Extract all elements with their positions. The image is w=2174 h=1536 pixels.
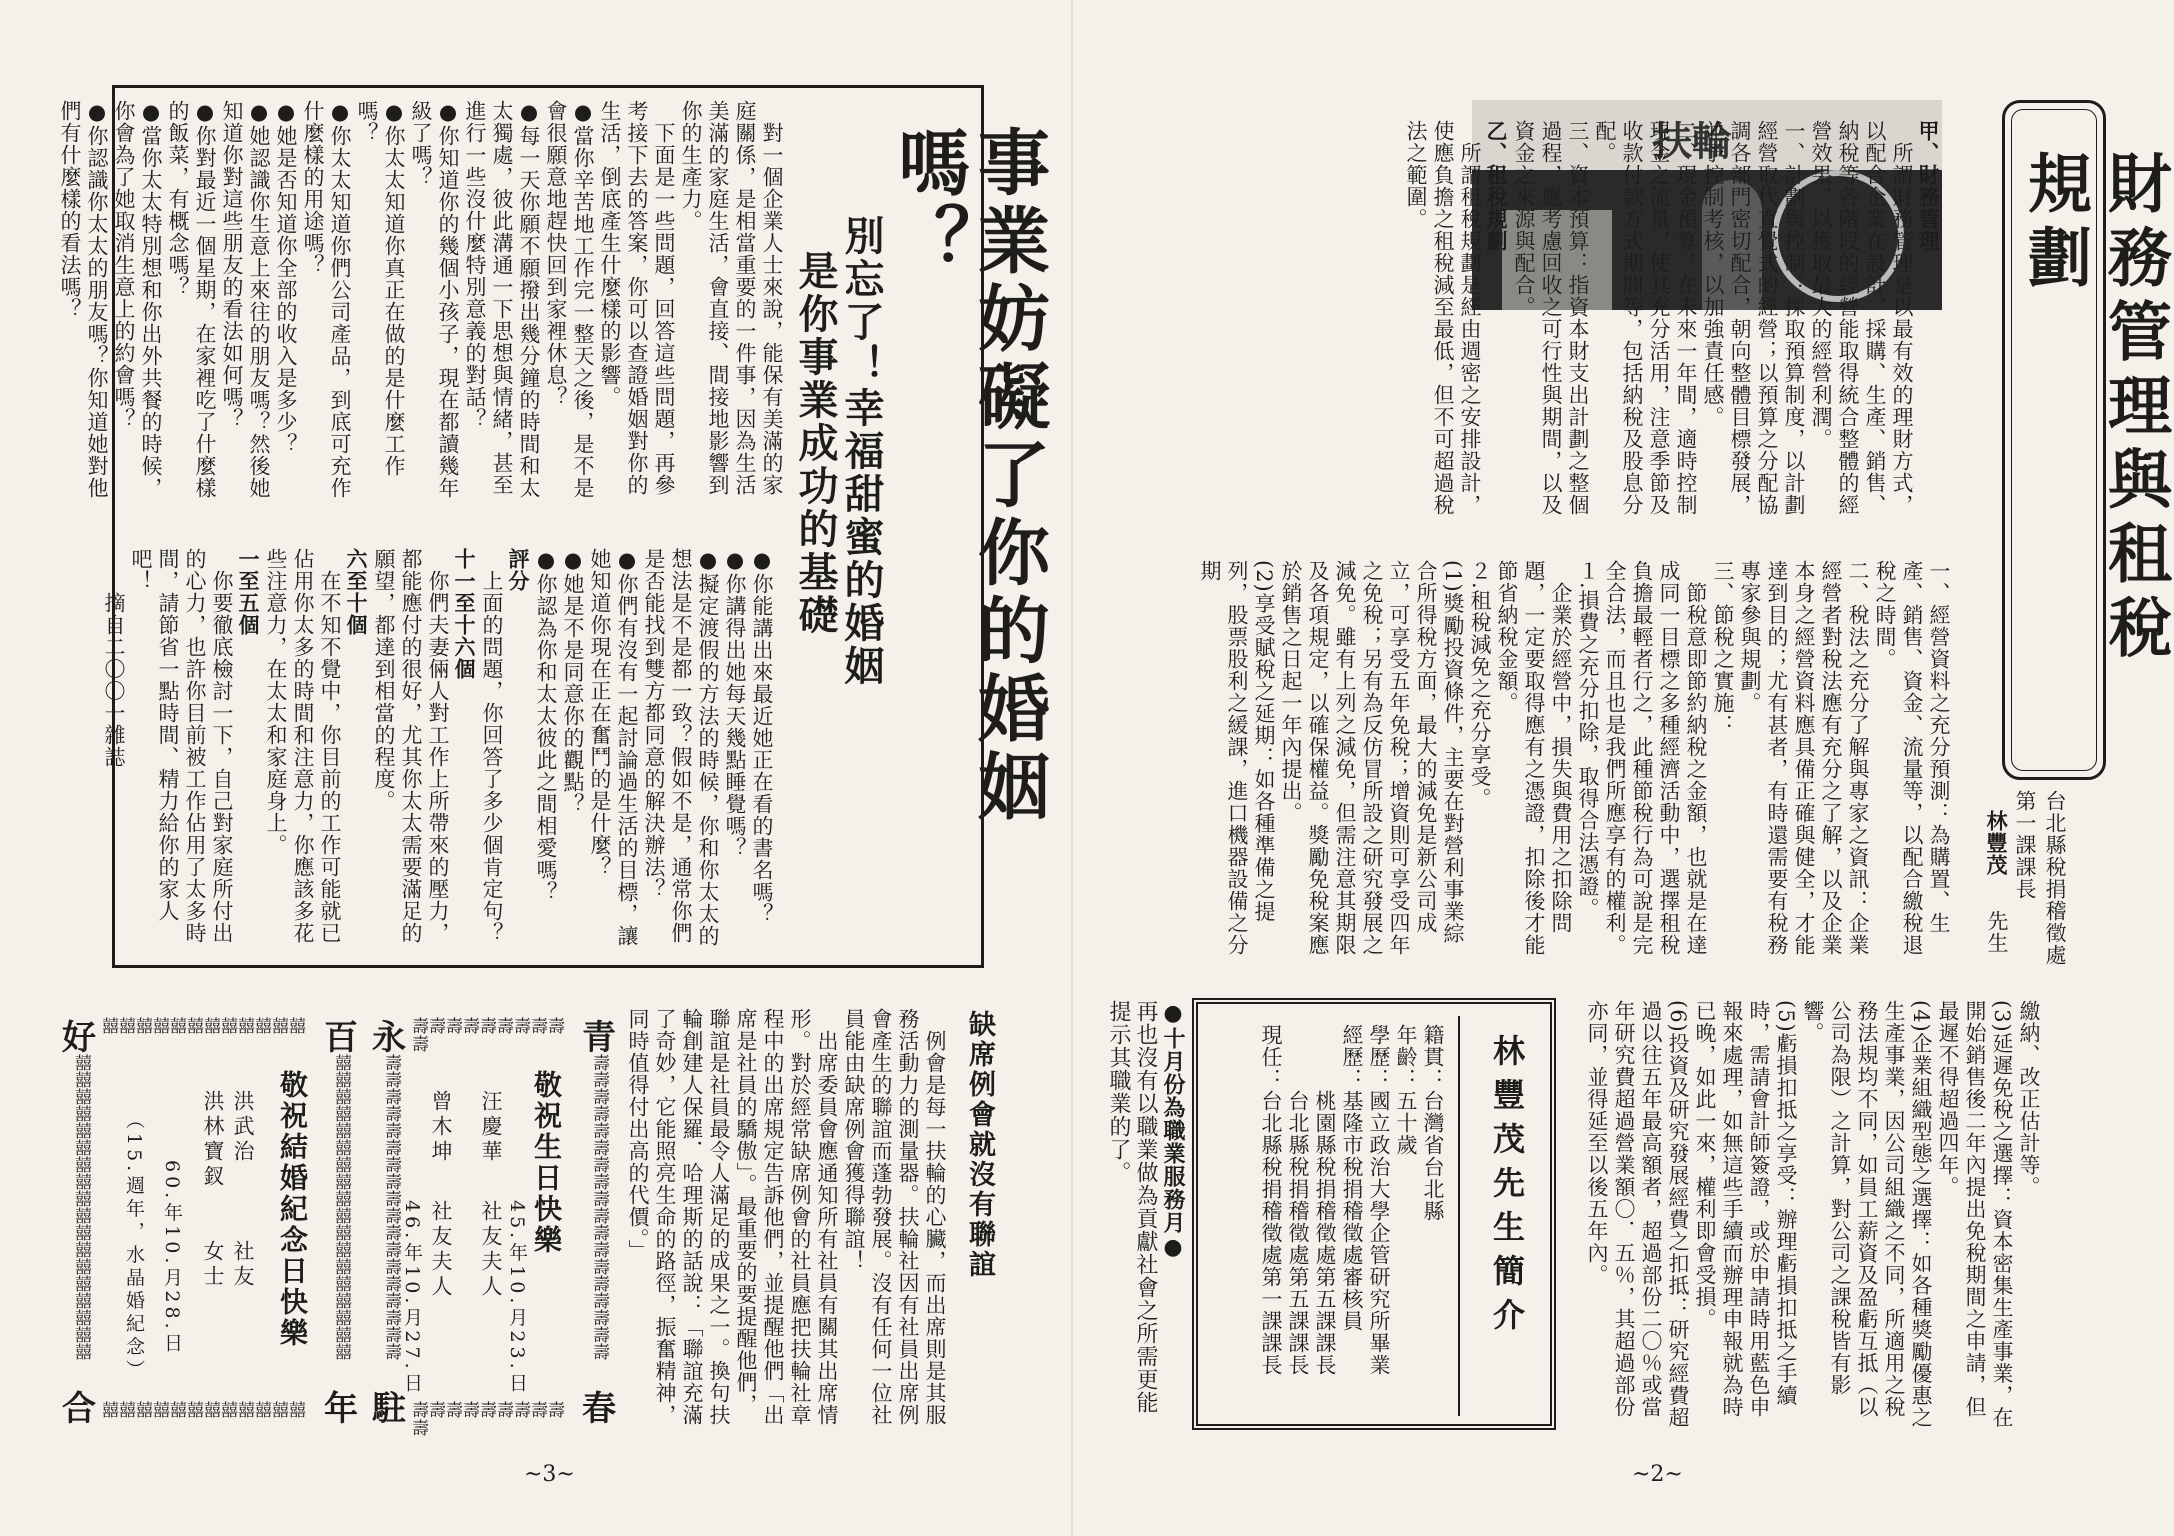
question: ●她是否知道你全部的收入是多少？ <box>274 100 298 455</box>
member-role: 社友 <box>231 1240 255 1290</box>
paragraph: 一、經營資料之充分預測：為購置、生產、銷售、資金、流量等，以配合繳稅退稅之時間。 <box>1873 560 1951 956</box>
paragraph: 上面的問題，你回答了多少個肯定句？ <box>480 548 504 944</box>
paragraph: 節稅意即節約納稅之金額，也就是在達成同一目標之多種經濟活動中，選擇租稅負擔最輕者行之，此種節稅行為可說是完全合法，而且也是我們所應享有的權利。 <box>1603 560 1708 956</box>
paragraph: 在不知不覺中，你目前的工作可能就已佔用你太多的時間和注意力，你應該多花些注意力，在太太和家庭身上。 <box>264 548 342 944</box>
anniversary-greeting-box <box>62 1010 358 1430</box>
question: ●每一天你願不願撥出幾分鐘的時間和太太獨處，彼此溝通一下思想與情緒，甚至進行一些沒什麼特別意義的對話？ <box>463 100 541 499</box>
paragraph: (6)投資及研究發展經費之扣抵：研究經費超過以往五年最高額者，超過部份二〇％或當年研究費超過營業額〇．五％，其超過部份亦同，並得延至以後五年內。 <box>1585 1000 1690 1429</box>
finance-body-middle <box>1198 560 1952 960</box>
page-number: ~3~ <box>524 1462 575 1487</box>
corner-character: 駐 <box>372 1389 406 1429</box>
paragraph: ２.租稅減免之充分享受。 <box>1468 560 1492 810</box>
border-ornament: 囍囍囍囍囍囍囍囍囍囍囍囍囍囍囍囍囍囍 <box>71 1054 91 1360</box>
finance-body-bottom <box>1572 1000 2042 1430</box>
marriage-article-title: 事業妨礙了你的婚姻嗎？ <box>886 125 1051 827</box>
score-heading: 評分 <box>506 548 531 592</box>
page-2 <box>1072 0 2172 1536</box>
member-name: 汪慶華 <box>479 1090 503 1165</box>
profile-item: 經歷：基隆市稅捐稽徵處審核員 <box>1340 1024 1364 1332</box>
profile-item: 年齡：五十歲 <box>1394 1024 1418 1156</box>
question: ●她是不是同意你的觀點？ <box>561 548 585 815</box>
birthday-date: 45.年10.月23.日 <box>506 1200 528 1396</box>
author-name: 林豐茂 <box>1984 810 2009 876</box>
paragraph: 一、計劃與控制：採取預算制度，以計劃經營取代直覺式的經營；以預算之分配協調各部門密切配合，朝向整體目標發展，並予控制考核，以加強責任感。 <box>1701 120 1806 516</box>
profile-title: 林豐茂先生簡介 <box>1488 1034 1526 1342</box>
score-range: 十一至十六個 <box>452 548 477 680</box>
paragraph: 企業於經營中，損失與費用之扣除問題，一定要取得應有之憑證，扣除後才能節省納稅金額。 <box>1495 560 1573 956</box>
paragraph: (1)獎勵投資條件，主要在對營利事業綜合所得稅方面，最大的減免是新公司成立，可享受五年免稅；增資則可享受四年之免稅；另有為反仿冒所設之研究發展之減免。雖有上列之減免，但需注意其期限及各項規定，以確保權益。獎勵免稅案應於銷售之日起一年內提出。 <box>1279 560 1465 956</box>
notice-text: 再也沒有以職業做為貢獻社會之所需更能提示其職業的了。 <box>1106 1000 1158 1414</box>
paragraph: 對一個企業人士來說，能保有美滿的家庭關係，是相當重要的一件事，因為生活美滿的家庭生活，會直接、間接地影響到你的生產力。 <box>679 100 784 496</box>
member-name: 洪武治 <box>231 1090 255 1165</box>
profile-box <box>1192 998 1556 1430</box>
birthday-date: 46.年10.月27.日 <box>401 1200 423 1396</box>
source-credit: ——摘自二〇〇一雜誌—— <box>102 548 126 812</box>
paragraph: 所謂財務管理是以最有效的理財方式，以配合企業在設計、採購、生產、銷售、納稅等各階段的經營能取得統合整體的經營效果，以獲取最大的經營利潤。 <box>1809 120 1914 516</box>
paragraph: 二、現金預算：在未來一年間，適時控制現金之流量，使其充分活用，注意季節及收款付款方式期間等，包括納稅及股息分配。 <box>1593 120 1698 516</box>
member-role: 社友夫人 <box>429 1200 453 1300</box>
question: ●你能講出來最近她正在看的書名嗎？ <box>750 548 774 925</box>
paragraph: (4)企業組織型態之選擇：如各種獎勵優惠之生產事業，因公司組織之不同，所適用之稅務法規均不同，如員工薪資及盈虧互抵（以公司為限）之計算，對公司之課稅皆有影響。 <box>1801 1000 1933 1429</box>
corner-character: 好 <box>62 1018 96 1058</box>
absence-article-body <box>628 1008 948 1428</box>
question: ●當你太太特別想和你出外共餐的時候，你會為了她取消生意上的約會嗎？ <box>112 100 163 499</box>
profile-item: 桃園縣稅捐稽徵處第五課課長 <box>1313 1024 1337 1376</box>
member-name: 曾木坤 <box>429 1090 453 1165</box>
paragraph: １.損費之充分扣除，取得合法憑證。 <box>1576 560 1600 920</box>
profile-item: 籍貫：台灣省台北縣 <box>1421 1024 1445 1222</box>
paragraph: 三、節稅之實施： <box>1711 560 1735 736</box>
question: ●你知道你的幾個小孩子，現在都讀幾年級了嗎？ <box>409 100 460 499</box>
paragraph: 三、資本預算：指資本財支出計劃之整個過程，應考慮回收之可行性與期間，以及資金之來源與配合。 <box>1512 120 1590 516</box>
corner-character: 青 <box>582 1018 616 1058</box>
border-ornament: 囍囍囍囍囍囍囍囍囍囍囍囍 <box>102 1401 306 1421</box>
corner-character: 百 <box>324 1018 358 1058</box>
paragraph: 出席委員會應通知所有社員有關其出席情形。對於經常缺席例會的社員應把扶輪社章程中的出席規定告訴他們，並提醒他們「出席是社員的驕傲」。最重要的要提醒他們，聯誼是社員最令人滿足的成果之一。換句扶輪創建人保羅．哈理斯的話說：「聯誼充滿了奇妙，它能照亮生命的路徑，振奮精神，同時值得付出高的代價。」 <box>626 1008 839 1426</box>
paragraph: 例會是每一扶輪的心臟，而出席則是其服務活動力的測量器。扶輪社因有社員出席例會產生的聯誼而蓬勃發展。沒有任何一位社員能由缺席例會獲得聯誼！ <box>842 1008 947 1426</box>
service-month-notice <box>1102 1000 1186 1420</box>
anniversary-heading: 敬祝結婚紀念日快樂 <box>276 1070 309 1349</box>
question: ●你講得出她每天幾點睡覺嗎？ <box>723 548 747 859</box>
paragraph: 二、稅法之充分了解與專家之資訊：企業經營者對稅法應有充分之了解，以及企業本身之經營資料應具備正確與健全，才能達到目的；尤有甚者，有時還需要有稅務專家參與規劃。 <box>1738 560 1870 956</box>
paragraph: (2)享受賦稅之延期：如各種準備之提列，股票股利之緩課，進口機器設備之分期 <box>1198 560 1276 956</box>
member-name: 洪林寶釵 <box>201 1090 225 1190</box>
paragraph: 所謂租稅規劃是經由週密之安排設計，使應負擔之租稅減至最低，但不可超過稅法之範圍。 <box>1404 120 1482 516</box>
member-role: 女士 <box>201 1240 225 1290</box>
question: ●她認識你生意上來往的朋友嗎？然後她知道你對這些朋友的看法如何嗎？ <box>220 100 271 499</box>
border-ornament: 壽壽壽壽壽壽壽壽壽壽壽壽壽壽壽壽壽壽 <box>589 1054 609 1360</box>
anniversary-date: 60.年10.月28.日 <box>161 1160 183 1356</box>
question: ●你太太知道你們公司產品，到底可充作什麼樣的用途嗎？ <box>301 100 352 499</box>
corner-character: 年 <box>324 1389 358 1429</box>
marriage-subtitle-1: 別忘了！幸福甜蜜的婚姻 <box>838 215 885 688</box>
paragraph: (5)虧損扣抵之享受：辦理虧損扣抵之手續時，需請會計師簽證，或於申請時用藍色申報來處理，如無這些手續而辦理申報就為時已晚，如此一來，權利即會受損。 <box>1693 1000 1798 1418</box>
score-range: 六至十個 <box>344 548 369 636</box>
notice-heading: ●十月份為職業服務月● <box>1160 1000 1186 1261</box>
page-3 <box>0 0 1072 1536</box>
profile-item: 現任：台北縣稅捐稽徵處第一課課長 <box>1259 1024 1283 1376</box>
birthday-heading: 敬祝生日快樂 <box>530 1070 563 1256</box>
finance-body-top <box>1302 120 1942 520</box>
corner-character: 合 <box>62 1389 96 1429</box>
marriage-article-part-b <box>102 548 775 953</box>
paragraph: 你們夫妻倆人對工作上所帶來的壓力，都能應付的很好，尤其你太太需要滿足的願望，都達到相當的程度。 <box>372 548 450 944</box>
finance-article-title: 財務管理與租稅規劃 <box>2017 150 2172 668</box>
paragraph: 下面是一些問題，回答這些問題，再參考接下去的答案，你可以查證婚姻對你的生活，倒底產生什麼樣的影響。 <box>598 100 676 496</box>
birthday-greeting-box <box>372 1010 616 1439</box>
question: ●當你辛苦地工作完一整天之後，是不是會很願意地趕快回到家裡休息？ <box>544 100 595 499</box>
profile-divider <box>1458 1016 1460 1416</box>
photo-banner-text: 扶輪 <box>1652 118 1732 165</box>
author-honorific: 先生 <box>1985 910 2009 954</box>
profile-item: 學歷：國立政治大學企管研究所畢業 <box>1367 1024 1391 1376</box>
question: ●你們有沒有一起討論過生活的目標，讓她知道你現在正在奮鬥的是什麼？ <box>588 548 639 947</box>
border-ornament: 壽壽壽壽壽壽壽壽壽壽 <box>412 1401 565 1439</box>
marriage-article-part-a <box>58 100 785 515</box>
border-ornament: 壽壽壽壽壽壽壽壽壽壽 <box>412 1017 565 1055</box>
profile-details <box>1256 1024 1446 1414</box>
border-ornament: 囍囍囍囍囍囍囍囍囍囍囍囍囍囍囍囍囍囍 <box>331 1054 351 1360</box>
author-position: 第一課課長 <box>2013 790 2037 900</box>
border-ornament: 壽壽壽壽壽壽壽壽壽壽壽壽壽壽壽壽壽壽 <box>381 1054 401 1360</box>
absence-article-title: 缺席例會就沒有聯誼 <box>964 1010 995 1280</box>
question: ●你認識你太太的朋友嗎？你知道她對他們有什麼樣的看法嗎？ <box>58 100 109 499</box>
corner-character: 春 <box>582 1389 616 1429</box>
profile-item: 台北縣稅捐稽徵處第五課課長 <box>1286 1024 1310 1376</box>
corner-character: 永 <box>372 1018 406 1058</box>
paragraph: (3)延遲免稅之選擇：資本密集生產事業，在開始銷售後二年內提出免稅期間之申請，但最遲不得超過四年。 <box>1936 1000 2014 1429</box>
section-heading: 乙、租稅規劃 <box>1484 120 1509 252</box>
question: ●你認為你和太太彼此之間相愛嗎？ <box>534 548 558 903</box>
author-unit: 台北縣稅捐稽徵處 <box>2043 790 2067 966</box>
marriage-subtitle-2: 是你事業成功的基礎 <box>792 250 839 637</box>
paragraph: 繳納、改正估計等。 <box>2017 1000 2041 1198</box>
section-heading: 甲、財務管理 <box>1916 120 1941 252</box>
question: ●你太太知道你真正在做的是什麼工作嗎？ <box>355 100 406 477</box>
member-role: 社友夫人 <box>479 1200 503 1300</box>
paragraph: 你要徹底檢討一下，自己對家庭所付出的心力，也許你目前被工作佔用了太多時間，請節省一點時間、精力給你的家人吧！ <box>129 548 234 944</box>
question: ●擬定渡假的方法的時候，你和你太太的想法是不是都一致？假如不是，通常你們是否能找到雙方都同意的解決辦法？ <box>642 548 720 947</box>
question: ●你對最近一個星期，在家裡吃了什麼樣的飯菜，有概念嗎？ <box>166 100 217 499</box>
page-number: ~2~ <box>1632 1462 1683 1487</box>
score-range: 一至五個 <box>236 548 261 636</box>
border-ornament: 囍囍囍囍囍囍囍囍囍囍囍囍 <box>102 1017 306 1037</box>
anniversary-note: （15.週年，水晶婚紀念） <box>123 1110 145 1383</box>
